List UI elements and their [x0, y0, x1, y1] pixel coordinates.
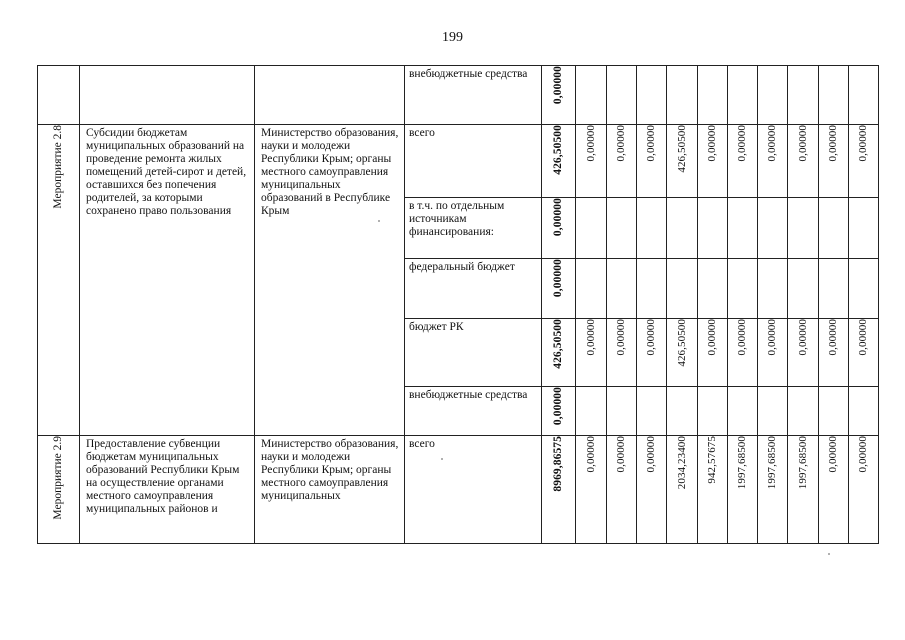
executor-cell: [255, 66, 405, 125]
funding-source-cell: всего: [405, 436, 542, 544]
year-value-cell: [819, 259, 849, 319]
year-value-cell: [698, 66, 728, 125]
year-value-cell: [698, 198, 728, 259]
year-value-cell: 2034,23400: [667, 436, 698, 544]
year-value-cell: [667, 387, 698, 436]
year-value-cell: [667, 259, 698, 319]
budget-table: [37, 65, 879, 544]
year-value-cell: 0,00000: [758, 125, 788, 198]
year-value-cell: 1997,68500: [788, 436, 819, 544]
year-value-cell: [698, 259, 728, 319]
table-row: [38, 436, 879, 544]
year-value-cell: [819, 66, 849, 125]
year-value-cell: [576, 259, 607, 319]
year-value-cell: [849, 198, 879, 259]
executor-cell: Министерство образования, науки и молодежи Республики Крым; органы местного самоуправления муниципальных образований в Республике Крым: [255, 125, 405, 436]
year-value-cell: [667, 198, 698, 259]
funding-source-cell: всего: [405, 125, 542, 198]
year-value-cell: [576, 66, 607, 125]
year-value-cell: [637, 66, 667, 125]
page-number: 199: [442, 30, 463, 45]
year-value-cell: 0,00000: [607, 436, 637, 544]
funding-source-cell: в т.ч. по отдельным источникам финансирования:: [405, 198, 542, 259]
year-value-cell: 1997,68500: [728, 436, 758, 544]
scan-speck: [441, 458, 443, 460]
year-value-cell: [758, 387, 788, 436]
year-value-cell: [788, 198, 819, 259]
description-cell: [80, 66, 255, 125]
year-value-cell: 0,00000: [849, 436, 879, 544]
year-value-cell: [788, 259, 819, 319]
year-value-cell: 942,57675: [698, 436, 728, 544]
year-value-cell: 0,00000: [728, 319, 758, 387]
year-value-cell: [788, 387, 819, 436]
measure-label-cell: Мероприятие 2.9: [38, 436, 80, 544]
year-value-cell: [758, 66, 788, 125]
year-value-cell: [728, 387, 758, 436]
year-value-cell: 0,00000: [819, 319, 849, 387]
funding-source-cell: внебюджетные средства: [405, 66, 542, 125]
executor-cell: Министерство образования, науки и молодежи Республики Крым; органы местного самоуправления муниципальных: [255, 436, 405, 544]
year-value-cell: [758, 198, 788, 259]
year-value-cell: 0,00000: [728, 125, 758, 198]
year-value-cell: 0,00000: [607, 319, 637, 387]
year-value-cell: [819, 387, 849, 436]
year-value-cell: 0,00000: [819, 436, 849, 544]
year-value-cell: [728, 259, 758, 319]
year-value-cell: 0,00000: [849, 125, 879, 198]
year-value-cell: [637, 259, 667, 319]
funding-source-cell: федеральный бюджет: [405, 259, 542, 319]
year-value-cell: 0,00000: [849, 319, 879, 387]
year-value-cell: 0,00000: [637, 319, 667, 387]
total-value-cell: 426,50500: [542, 125, 576, 198]
year-value-cell: 426,50500: [667, 319, 698, 387]
year-value-cell: 426,50500: [667, 125, 698, 198]
year-value-cell: [607, 66, 637, 125]
table-row: [38, 125, 879, 198]
year-value-cell: [849, 387, 879, 436]
year-value-cell: [698, 387, 728, 436]
year-value-cell: [819, 198, 849, 259]
year-value-cell: 0,00000: [758, 319, 788, 387]
year-value-cell: [849, 259, 879, 319]
year-value-cell: 0,00000: [698, 319, 728, 387]
year-value-cell: [576, 387, 607, 436]
total-value-cell: 0,00000: [542, 259, 576, 319]
total-value-cell: 0,00000: [542, 387, 576, 436]
year-value-cell: 0,00000: [576, 319, 607, 387]
description-cell: Предоставление субвенции бюджетам муниципальных образований Республики Крым на осуществление органами местного самоуправления муниципальных районов и: [80, 436, 255, 544]
funding-source-cell: внебюджетные средства: [405, 387, 542, 436]
year-value-cell: [849, 66, 879, 125]
funding-source-cell: бюджет РК: [405, 319, 542, 387]
scan-speck: [828, 553, 830, 555]
year-value-cell: [758, 259, 788, 319]
year-value-cell: 0,00000: [576, 436, 607, 544]
year-value-cell: [728, 198, 758, 259]
year-value-cell: 0,00000: [637, 436, 667, 544]
year-value-cell: [576, 198, 607, 259]
year-value-cell: [637, 198, 667, 259]
scan-speck: [378, 220, 380, 222]
year-value-cell: 0,00000: [788, 319, 819, 387]
year-value-cell: [607, 198, 637, 259]
total-value-cell: 426,50500: [542, 319, 576, 387]
year-value-cell: 1997,68500: [758, 436, 788, 544]
year-value-cell: [607, 387, 637, 436]
total-value-cell: 0,00000: [542, 198, 576, 259]
measure-label-cell: Мероприятие 2.8: [38, 125, 80, 436]
year-value-cell: 0,00000: [788, 125, 819, 198]
year-value-cell: [667, 66, 698, 125]
year-value-cell: 0,00000: [576, 125, 607, 198]
year-value-cell: [607, 259, 637, 319]
measure-label-cell: [38, 66, 80, 125]
total-value-cell: 8969,86575: [542, 436, 576, 544]
year-value-cell: [788, 66, 819, 125]
year-value-cell: [728, 66, 758, 125]
year-value-cell: 0,00000: [637, 125, 667, 198]
description-cell: Субсидии бюджетам муниципальных образований на проведение ремонта жилых помещений детей-сирот и детей, оставшихся без попечения родителей, за которыми сохранено право пользования: [80, 125, 255, 436]
total-value-cell: 0,00000: [542, 66, 576, 125]
table-row: [38, 66, 879, 125]
year-value-cell: 0,00000: [607, 125, 637, 198]
year-value-cell: 0,00000: [698, 125, 728, 198]
year-value-cell: 0,00000: [819, 125, 849, 198]
year-value-cell: [637, 387, 667, 436]
